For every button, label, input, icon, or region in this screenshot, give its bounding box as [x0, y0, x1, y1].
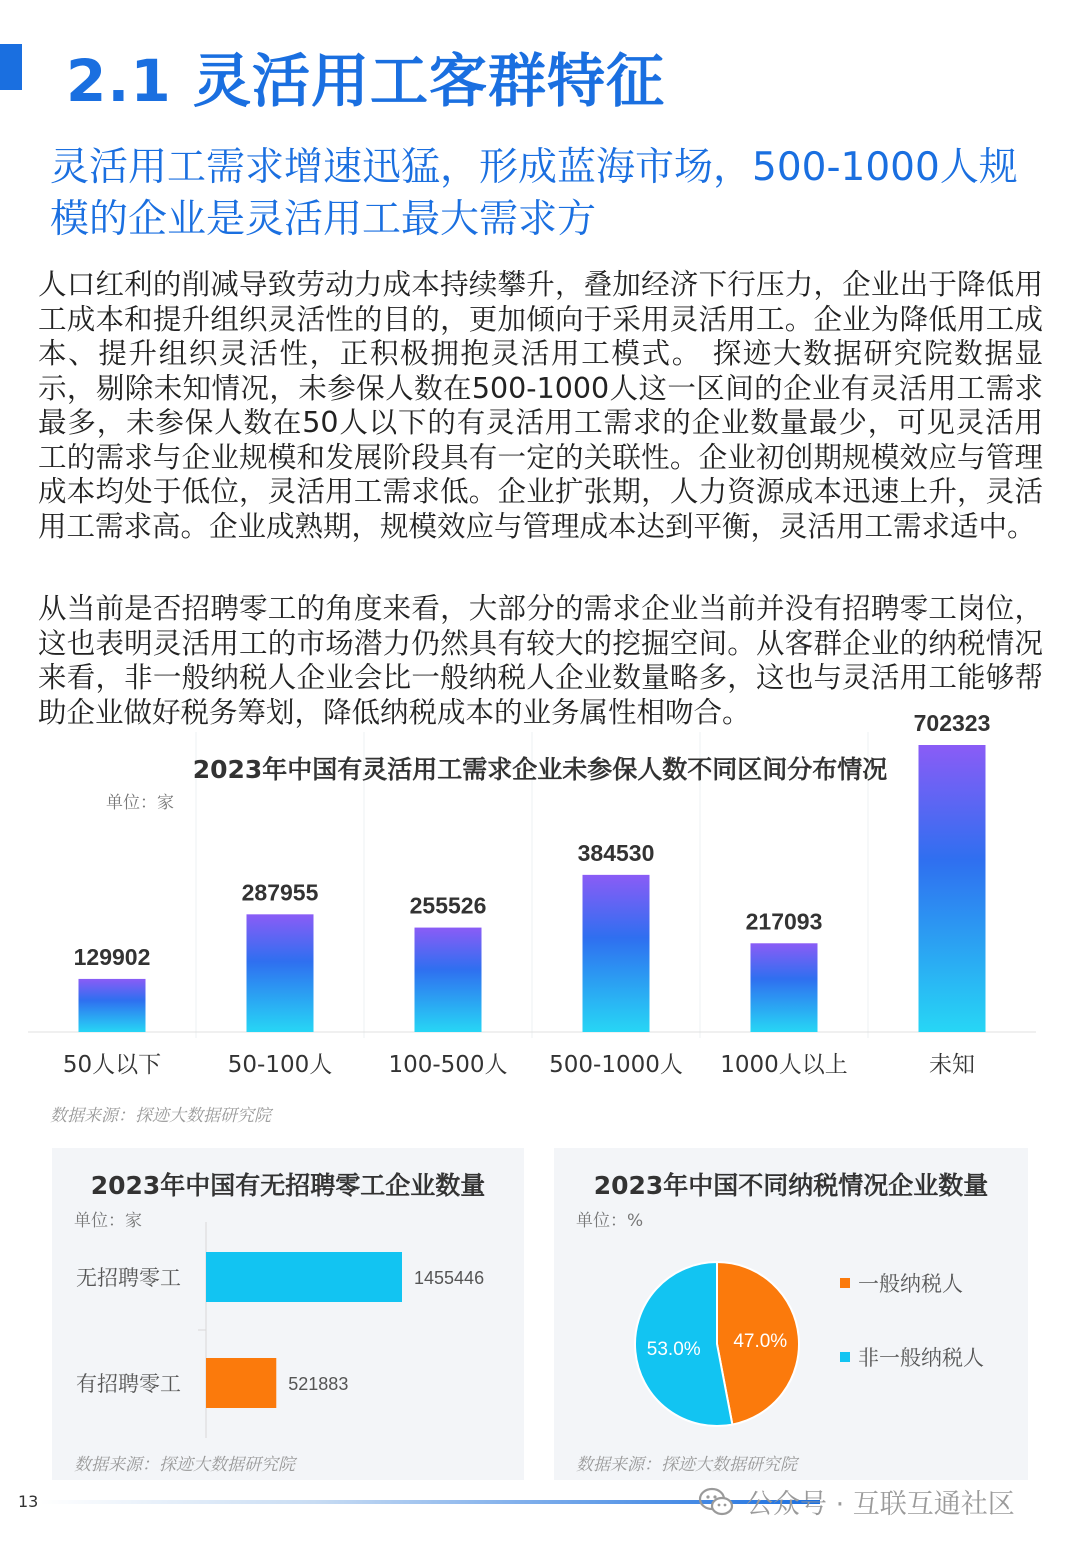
pie-value-label: 47.0%: [733, 1330, 788, 1352]
hiring-chart-unit: 单位：家: [74, 1211, 142, 1231]
section-title: 2.1 灵活用工客群特征: [66, 47, 665, 115]
hiring-chart-title: 2023年中国有无招聘零工企业数量: [90, 1171, 486, 1200]
x-tick-label: 50人以下: [62, 1052, 162, 1078]
hbar-0: [206, 1252, 402, 1302]
x-tick-label: 500-1000人: [549, 1052, 683, 1078]
wechat-icon: [698, 1487, 734, 1517]
distribution-chart-source: 数据来源：探迹大数据研究院: [50, 1106, 271, 1126]
bar-value-label: 217093: [745, 908, 823, 935]
hbar-1: [206, 1358, 276, 1408]
tax-chart-unit: 单位：%: [576, 1211, 644, 1231]
body-paragraph-2: 从当前是否招聘零工的角度来看，大部分的需求企业当前并没有招聘零工岗位，这也表明灵活用工的市场潜力仍然具有较大的挖掘空间。从客群企业的纳税情况来看，非一般纳税人企业会比一般纳税人企业数量略多，这也与灵活用工能够帮助企业做好税务筹划，降低纳税成本的业务属性相吻合。: [38, 592, 1043, 729]
tax-chart-title: 2023年中国不同纳税情况企业数量: [593, 1171, 989, 1200]
hiring-chart-panel: [52, 1148, 524, 1480]
watermark: [698, 1482, 1015, 1521]
bar-value-label: 129902: [73, 943, 151, 970]
pie-value-label: 53.0%: [646, 1339, 701, 1361]
legend-swatch: [840, 1278, 850, 1288]
x-tick-label: 100-500人: [388, 1052, 508, 1078]
y-tick-label: 无招聘零工: [76, 1266, 181, 1290]
tax-chart-source: 数据来源：探迹大数据研究院: [576, 1455, 797, 1475]
legend-item-non-general-taxpayer: [840, 1342, 984, 1372]
legend-label: 非一般纳税人: [858, 1346, 984, 1370]
distribution-chart-unit: 单位：家: [106, 793, 174, 813]
hiring-chart-source: 数据来源：探迹大数据研究院: [74, 1455, 295, 1475]
bar-value-label: 287955: [241, 879, 319, 906]
bar-value-label: 702323: [913, 710, 991, 736]
distribution-chart-title: 2023年中国有灵活用工需求企业未参保人数不同区间分布情况: [192, 755, 888, 784]
legend-label: 一般纳税人: [858, 1272, 963, 1296]
bar-1: [247, 914, 314, 1032]
x-tick-label: 50-100人: [227, 1052, 333, 1078]
hbar-value-label: 1455446: [414, 1268, 485, 1288]
legend-swatch: [840, 1352, 850, 1362]
page-number: 13: [18, 1492, 39, 1511]
watermark-text: 公众号 · 互联互通社区: [746, 1489, 1015, 1520]
x-tick-label: 1000人以上: [720, 1052, 848, 1078]
tax-chart-panel: [554, 1148, 1028, 1480]
title-accent-bar: [0, 44, 22, 90]
y-tick-label: 有招聘零工: [76, 1372, 181, 1396]
x-tick-label: 未知: [929, 1052, 975, 1078]
bar-5: [919, 745, 986, 1032]
bar-value-label: 255526: [409, 892, 487, 919]
page-subtitle: 灵活用工需求增速迅猛，形成蓝海市场，500-1000人规模的企业是灵活用工最大需求方: [50, 145, 1018, 242]
bar-value-label: 384530: [577, 839, 655, 866]
hbar-value-label: 521883: [288, 1374, 349, 1394]
hiring-bar-chart-svg: [52, 1148, 524, 1480]
legend-item-general-taxpayer: [840, 1268, 963, 1298]
bar-2: [415, 928, 482, 1032]
body-paragraph-1: 人口红利的削减导致劳动力成本持续攀升，叠加经济下行压力，企业出于降低用工成本和提升组织灵活性的目的，更加倾向于采用灵活用工。企业为降低用工成本、提升组织灵活性，正积极拥抱灵活用工模式。 探迹大数据研究院数据显示，剔除未知情况，未参保人数在500-1000人这一区间的企业有灵活用工需求最多，未参保人数在50人以下的有灵活用工需求的企业数量最少，可见灵活用工的需求与企业规模和发展阶段具有一定的关联性。企业初创期规模效应与管理成本均处于低位，灵活用工需求低。企业扩张期，人力资源成本迅速上升，灵活用工需求高。企业成熟期，规模效应与管理成本达到平衡，灵活用工需求适中。: [38, 268, 1043, 543]
bar-3: [583, 875, 650, 1032]
tax-pie-chart-svg: [554, 1148, 1028, 1480]
bar-4: [751, 943, 818, 1032]
bar-0: [79, 979, 146, 1032]
